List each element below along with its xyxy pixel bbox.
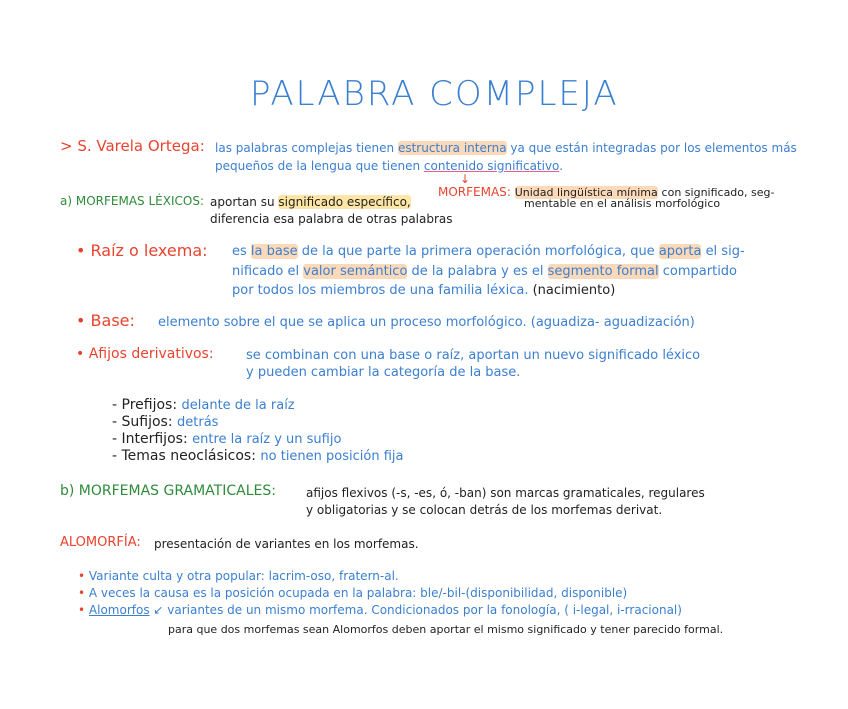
temas-colon: : <box>251 448 256 464</box>
sufijos-colon: : <box>167 414 173 430</box>
alomorfia-label-text: ALOMORFÍA <box>60 535 137 550</box>
raiz-line-3 <box>232 283 615 298</box>
prefijos-label: - Prefijos <box>112 397 173 413</box>
alomorfos-arrow-icon: ↙ <box>153 603 164 617</box>
arrow-down-icon: ↓ <box>460 172 471 186</box>
raiz-l1-a: es <box>232 244 247 259</box>
raiz-l2-c: compartido <box>662 264 738 279</box>
alomorfos-line-2: para que dos morfemas sean Alomorfos deben aportar el mismo significado y tener parecido formal. <box>168 623 724 636</box>
highlight-estructura-interna: estructura interna <box>397 141 507 155</box>
lexicos-line-1 <box>210 195 411 209</box>
raiz-bullet: • <box>76 241 86 260</box>
posicion-text: A veces la causa es la posición ocupada en la palabra: <box>88 586 417 600</box>
lexicos-label <box>60 194 204 208</box>
gramaticales-line-1: afijos flexivos (-s, -es, ó, -ban) son marcas gramaticales, regulares <box>306 486 705 500</box>
temas-label: - Temas neoclásicos <box>112 448 252 464</box>
base-label-text: Base <box>90 311 130 330</box>
sufijos-desc: detrás <box>177 415 219 430</box>
alomorfia-colon: : <box>136 535 141 550</box>
gramaticales-label-text: b) MORFEMAS GRAMATICALES <box>60 483 272 499</box>
base-example: (aguadiza- aguadización) <box>530 315 695 330</box>
lexicos-line1-a: aportan su <box>210 195 275 209</box>
culta-text: Variante culta y otra popular: <box>88 569 265 583</box>
lexicos-label-text: a) MORFEMAS LÉXICOS <box>60 194 200 208</box>
raiz-l1-c: el sig- <box>705 244 745 259</box>
sufijos-label: - Sufijos <box>112 414 168 430</box>
varela-line-2 <box>215 159 563 173</box>
highlight-valor-semantico: valor semántico <box>303 264 408 279</box>
varela-line2-a: pequeños de la lengua que tienen <box>215 159 421 173</box>
prefijos-desc: delante de la raíz <box>181 398 295 413</box>
raiz-line-1 <box>232 244 745 259</box>
base-bullet: • <box>76 311 86 330</box>
highlight-significado-especifico: significado específico, <box>278 195 411 209</box>
highlight-aporta: aporta <box>658 244 702 259</box>
page-title: PALABRA COMPLEJA <box>250 74 619 114</box>
tipo-interfijos <box>112 431 341 447</box>
alomorfia-label <box>60 535 141 550</box>
raiz-l2-b: de la palabra y es el <box>411 264 544 279</box>
raiz-colon: : <box>202 241 208 260</box>
morfemas-definition-line-2: mentable en el análisis morfológico <box>524 197 721 210</box>
interfijos-colon: : <box>182 431 188 447</box>
tipo-prefijos <box>112 397 295 413</box>
culta-example: lacrim-oso, fratern-al. <box>268 569 399 583</box>
varela-line2-b: . <box>559 159 564 173</box>
alomorfos-def: variantes de un mismo morfema. Condicionados por la fonología, ( i-legal, i-rracional) <box>167 603 682 617</box>
lexicos-colon: : <box>199 194 204 208</box>
lexicos-line-2: diferencia esa palabra de otras palabras <box>210 212 453 226</box>
raiz-label <box>76 241 208 260</box>
interfijos-label: - Interfijos <box>112 431 183 447</box>
alomorfia-item-culta <box>78 569 399 583</box>
posicion-example: ble/-bil-(disponibilidad, disponible) <box>420 586 628 600</box>
raiz-label-text: Raíz o lexema <box>90 241 203 260</box>
varela-line-1 <box>215 141 797 155</box>
alomorfia-item-posicion <box>78 586 627 600</box>
highlight-unidad-linguistica: Unidad lingüística mínima <box>514 186 658 199</box>
underline-contenido-significativo: contenido significativo <box>423 159 560 173</box>
raiz-line-2 <box>232 264 737 279</box>
alomorfos-line-1 <box>78 603 682 617</box>
culta-bullet: • <box>78 569 86 583</box>
afijos-colon: : <box>208 346 214 362</box>
afijos-line-1: se combinan con una base o raíz, aportan un nuevo significado léxico <box>246 348 701 363</box>
varela-line1-b: ya que están integradas por los elementos más <box>510 141 797 155</box>
alomorfos-label: Alomorfos <box>88 603 150 617</box>
posicion-bullet: • <box>78 586 86 600</box>
interfijos-desc: entre la raíz y un sufijo <box>192 432 342 447</box>
prefijos-colon: : <box>172 397 178 413</box>
afijos-label-text: Afijos derivativos <box>88 346 209 362</box>
raiz-l2-a: nificado el <box>232 264 300 279</box>
tipo-temas-neoclasicos <box>112 448 403 464</box>
tipo-sufijos <box>112 414 218 430</box>
gramaticales-label <box>60 483 276 499</box>
morfemas-label: MORFEMAS <box>438 185 507 199</box>
morfemas-colon: : <box>506 185 511 199</box>
raiz-l3-a: por todos los miembros de una familia léxica. <box>232 283 529 298</box>
varela-line1-a: las palabras complejas tienen <box>215 141 395 155</box>
morfemas-def-line1-b: con significado, seg- <box>661 186 775 199</box>
varela-colon: : <box>199 137 205 155</box>
base-text <box>158 315 695 330</box>
gramaticales-colon: : <box>271 483 276 499</box>
afijos-bullet: • <box>76 346 85 362</box>
raiz-l1-b: de la que parte la primera operación morfológica, que <box>301 244 655 259</box>
temas-desc: no tienen posición fija <box>260 449 404 464</box>
highlight-segmento-formal: segmento formal <box>547 264 659 279</box>
base-text-content: elemento sobre el que se aplica un proceso morfológico. <box>158 315 527 330</box>
alomorfos-bullet: • <box>78 603 86 617</box>
afijos-line-2: y pueden cambiar la categoría de la base. <box>246 365 521 380</box>
afijos-label <box>76 346 214 362</box>
alomorfia-text: presentación de variantes en los morfemas. <box>154 537 419 551</box>
varela-label <box>60 137 205 155</box>
gramaticales-line-2: y obligatorias y se colocan detrás de los morfemas derivat. <box>306 503 663 517</box>
raiz-example: (nacimiento) <box>532 283 616 298</box>
highlight-la-base: la base <box>250 244 298 259</box>
base-colon: : <box>129 311 135 330</box>
varela-label-text: > S. Varela Ortega <box>60 137 200 155</box>
base-label <box>76 311 135 330</box>
